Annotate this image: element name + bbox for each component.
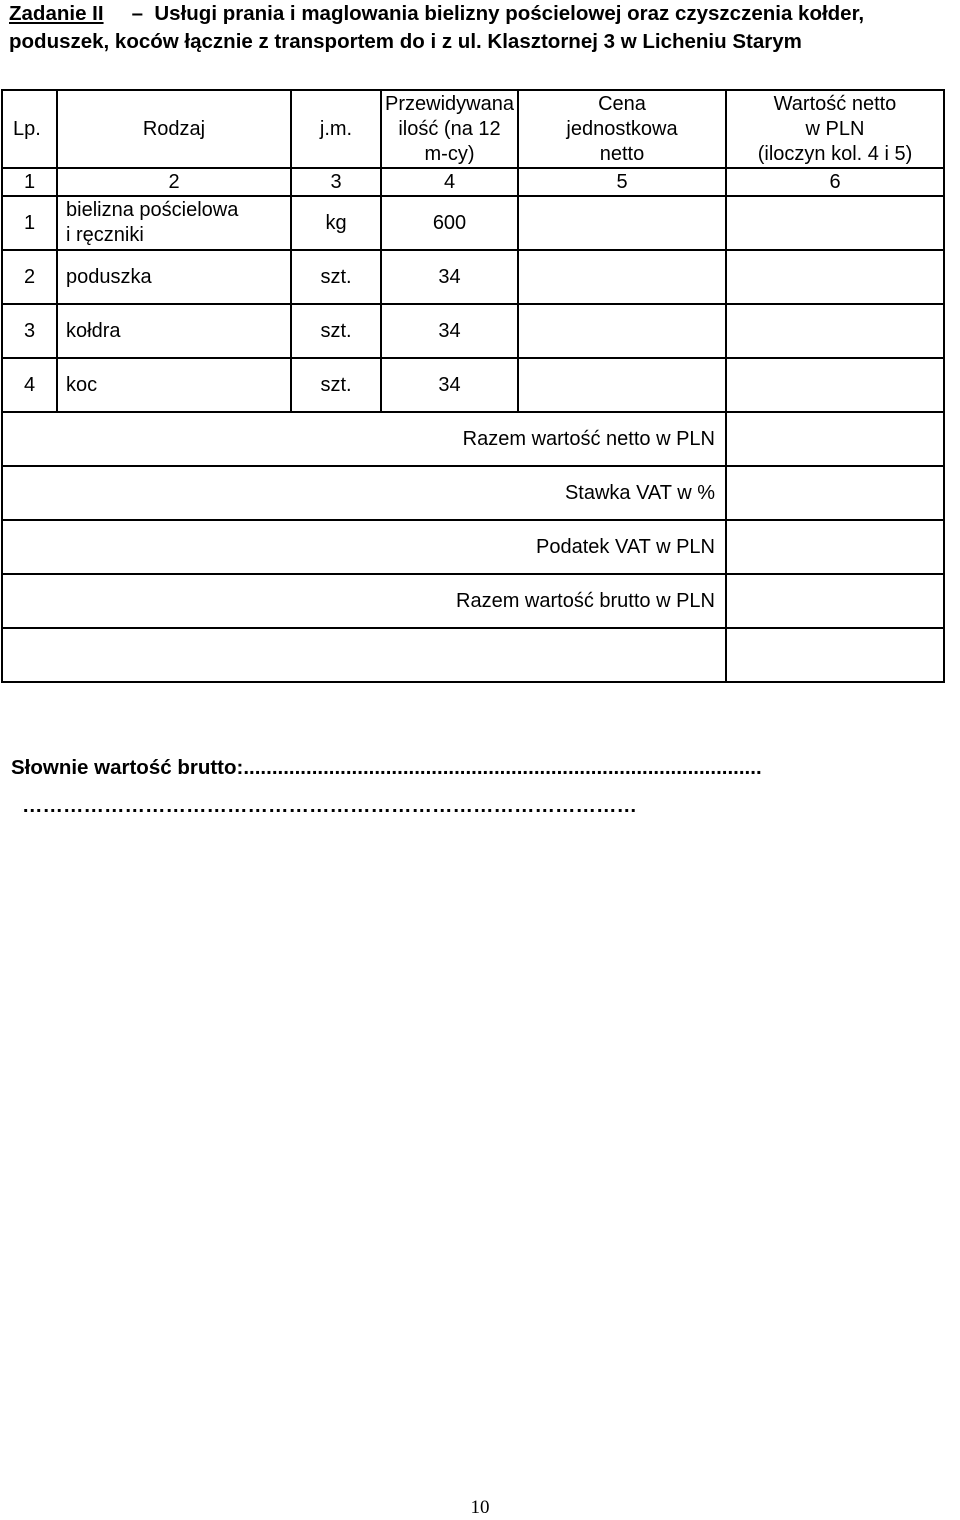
row-lp: 2 <box>2 250 57 304</box>
row-ilosc: 600 <box>381 196 518 250</box>
row-rodzaj-line: bielizna pościelowa <box>66 199 239 221</box>
summary-value-vat-amount[interactable] <box>726 520 944 574</box>
row-jm: szt. <box>291 304 381 358</box>
row-wartosc-cell[interactable] <box>726 196 944 250</box>
row-jm: kg <box>291 196 381 250</box>
summary-row <box>2 574 944 628</box>
row-jm: szt. <box>291 358 381 412</box>
summary-empty-label <box>2 628 726 682</box>
table-row <box>2 358 944 412</box>
row-wartosc-cell[interactable] <box>726 250 944 304</box>
summary-label-vat-rate: Stawka VAT w % <box>2 466 726 520</box>
summary-label-brutto: Razem wartość brutto w PLN <box>2 574 726 628</box>
header-cena-line: jednostkowa <box>566 117 678 140</box>
header-rodzaj: Rodzaj <box>57 90 291 168</box>
amount-in-words-label: Słownie wartość brutto:........................................................................................... <box>11 756 762 779</box>
header-cena <box>518 90 726 168</box>
heading-dash: – <box>131 2 143 25</box>
row-rodzaj: koc <box>57 358 291 412</box>
summary-row <box>2 412 944 466</box>
header-ilosc-line: Przewidywana <box>385 92 514 115</box>
header-ilosc <box>381 90 518 168</box>
row-lp: 3 <box>2 304 57 358</box>
row-rodzaj <box>57 196 291 250</box>
row-wartosc-cell[interactable] <box>726 304 944 358</box>
header-jm: j.m. <box>291 90 381 168</box>
summary-value-brutto[interactable] <box>726 574 944 628</box>
column-number: 5 <box>518 168 726 196</box>
header-cena-line: netto <box>599 142 645 165</box>
header-lp: Lp. <box>2 90 57 168</box>
summary-empty-value[interactable] <box>726 628 944 682</box>
summary-row-empty <box>2 628 944 682</box>
column-number: 4 <box>381 168 518 196</box>
summary-label-vat-amount: Podatek VAT w PLN <box>2 520 726 574</box>
heading-line-1 <box>9 0 959 28</box>
row-cena-cell[interactable] <box>518 304 726 358</box>
header-wartosc <box>726 90 944 168</box>
heading-line-1-text: Usługi prania i maglowania bielizny pościelowej oraz czyszczenia kołder, <box>154 2 865 25</box>
row-ilosc: 34 <box>381 304 518 358</box>
summary-label-netto: Razem wartość netto w PLN <box>2 412 726 466</box>
page-number: 10 <box>470 1497 490 1518</box>
row-cena-cell[interactable] <box>518 196 726 250</box>
table-row <box>2 304 944 358</box>
table-row <box>2 196 944 250</box>
column-number: 6 <box>726 168 944 196</box>
header-ilosc-line: ilość (na 12 <box>398 117 501 140</box>
row-lp: 1 <box>2 196 57 250</box>
header-ilosc-line: m-cy) <box>424 142 475 165</box>
summary-value-netto[interactable] <box>726 412 944 466</box>
summary-value-vat-rate[interactable] <box>726 466 944 520</box>
column-number: 2 <box>57 168 291 196</box>
row-ilosc: 34 <box>381 358 518 412</box>
row-jm: szt. <box>291 250 381 304</box>
table-row <box>2 250 944 304</box>
row-rodzaj-line: i ręczniki <box>66 224 144 246</box>
header-wartosc-line: Wartość netto <box>773 92 897 115</box>
column-number: 3 <box>291 168 381 196</box>
summary-row <box>2 466 944 520</box>
task-label: Zadanie II <box>9 2 104 25</box>
amount-in-words-line: ……………………………………………………………………………… <box>22 794 637 817</box>
task-heading <box>9 0 959 56</box>
pricing-table <box>1 89 945 683</box>
heading-line-2: poduszek, koców łącznie z transportem do i z ul. Klasztornej 3 w Licheniu Starym <box>9 30 802 53</box>
row-cena-cell[interactable] <box>518 358 726 412</box>
column-number: 1 <box>2 168 57 196</box>
summary-row <box>2 520 944 574</box>
row-ilosc: 34 <box>381 250 518 304</box>
row-wartosc-cell[interactable] <box>726 358 944 412</box>
row-rodzaj: poduszka <box>57 250 291 304</box>
header-cena-line: Cena <box>598 92 646 115</box>
row-lp: 4 <box>2 358 57 412</box>
row-cena-cell[interactable] <box>518 250 726 304</box>
column-number-row <box>2 168 944 196</box>
header-row <box>2 90 944 168</box>
header-wartosc-line: (iloczyn kol. 4 i 5) <box>757 142 913 165</box>
row-rodzaj: kołdra <box>57 304 291 358</box>
header-wartosc-line: w PLN <box>805 117 865 140</box>
